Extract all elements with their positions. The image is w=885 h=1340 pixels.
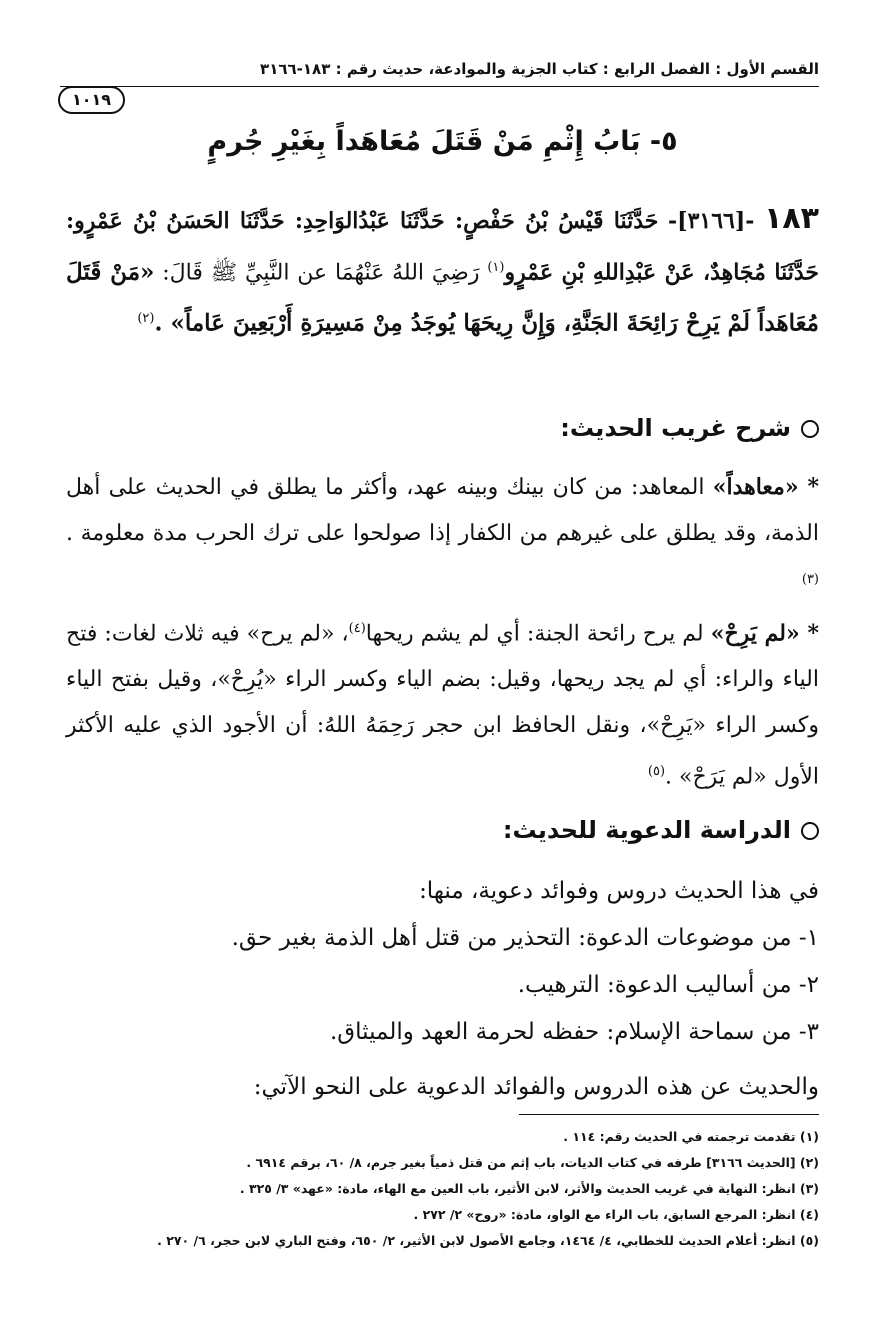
footnote-ref-5[interactable]: (٥) <box>647 764 666 780</box>
hadith-ref: -[٣١٦٦]- <box>668 208 755 234</box>
footnote-ref-4[interactable]: (٤) <box>348 621 366 636</box>
gharib-item-lam-yarih <box>66 606 819 801</box>
dawa-item: ١- من موضوعات الدعوة: التحذير من قتل أهل الذمة بغير حق. <box>231 925 819 951</box>
footnote-ref-3[interactable]: (٣) <box>801 572 819 587</box>
hadith-isnad: حَدَّثَنَا قَيْسُ بْنُ حَفْصٍ: حَدَّثَنَا عَبْدُالوَاحِدِ: حَدَّثَنَا الحَسَنُ بْنُ عَمْرٍو: حَدَّثَنَا مُجَاهِدٌ، عَنْ عَبْدِاللهِ بْنِ عَمْرٍو <box>66 208 819 286</box>
hadith-matn: «مَنْ قَتَلَ مُعَاهَداً لَمْ يَرِحْ رَائِحَةَ الجَنَّةِ، وَإِنَّ رِيحَهَا يُوجَدُ مِنْ مَسِيرَةِ أَرْبَعِينَ عَاماً» . <box>66 258 819 337</box>
section-heading-dawa <box>66 810 819 850</box>
footnote-ref-1[interactable]: (١) <box>487 260 505 275</box>
section-heading-gharib-label: شرح غريب الحديث: <box>560 414 791 442</box>
footnote-3: (٣) انظر: النهاية في غريب الحديث والأثر، لابن الأثير، باب العين مع الهاء، مادة: «عهد» ٣/ ٣٢٥ . <box>239 1181 819 1196</box>
dawa-outro: والحديث عن هذه الدروس والفوائد الدعوية على النحو الآتي: <box>253 1074 819 1100</box>
footnote-2: (٢) [الحديث ٣١٦٦] طرفه في كتاب الديات، باب إثم من قتل ذمياً بغير جرم، ٨/ ٦٠، برقم ٦٩١٤ . <box>246 1155 819 1170</box>
gharib-definition-cont: ، «لم يرح» فيه ثلاث لغات: فتح الياء والراء: أي لم يجد ريحها، وقيل: بضم الياء وكسر الراء «يُرِحْ»، وقيل بفتح الياء وكسر الراء «يَرِحْ»، ونقل الحافظ ابن حجر رَحِمَهُ اللهُ: أن الأجود الذي عليه الأكثر الأول «لم يَرَحْ» . <box>66 621 819 790</box>
gharib-term: * «معاهداً» <box>712 474 819 500</box>
hadith-number: ١٨٣ <box>764 201 819 236</box>
dawa-intro: في هذا الحديث دروس وفوائد دعوية، منها: <box>419 878 819 904</box>
footnote-rule <box>519 1114 819 1115</box>
footnote-ref-2[interactable]: (٢) <box>137 311 155 327</box>
dawa-item: ٢- من أساليب الدعوة: الترهيب. <box>517 972 819 998</box>
footnote-1: (١) تقدمت ترجمته في الحديث رقم: ١١٤ . <box>563 1129 819 1144</box>
hadith-isnad-end: رَضِيَ اللهُ عَنْهُمَا عن النَّبِيِّ ﷺ قَالَ: <box>162 260 480 286</box>
gharib-item-muahad <box>66 464 819 608</box>
section-heading-gharib <box>66 408 819 448</box>
dawa-item: ٣- من سماحة الإسلام: حفظه لحرمة العهد والميثاق. <box>329 1019 819 1045</box>
gharib-definition: لم يرح رائحة الجنة: أي لم يشم ريحها <box>365 621 704 647</box>
header-rule <box>60 86 819 87</box>
dawa-list <box>66 868 819 1111</box>
hadith-text <box>66 196 819 348</box>
running-head: القسم الأول : الفصل الرابع : كتاب الجزية والموادعة، حديث رقم : ١٨٣-٣١٦٦ <box>260 60 819 78</box>
footnote-4: (٤) انظر: المرجع السابق، باب الراء مع الواو، مادة: «روح» ٢/ ٢٧٢ . <box>413 1207 819 1222</box>
circle-bullet-icon <box>801 420 819 438</box>
page-number: ١٠١٩ <box>58 86 125 114</box>
footnotes <box>60 1124 819 1254</box>
section-heading-dawa-label: الدراسة الدعوية للحديث: <box>502 816 791 844</box>
chapter-title: ٥- بَابُ إِثْمِ مَنْ قَتَلَ مُعَاهَداً بِغَيْرِ جُرمٍ <box>207 126 678 157</box>
footnote-5: (٥) انظر: أعلام الحديث للخطابي، ٤/ ١٤٦٤، وجامع الأصول لابن الأثير، ٢/ ٦٥٠، وفتح الباري لابن حجر، ٦/ ٢٧٠ . <box>157 1233 819 1248</box>
gharib-definition: المعاهد: من كان بينك وبينه عهد، وأكثر ما يطلق في الحديث على أهل الذمة، وقد يطلق على غيرهم من الكفار إذا صولحوا على ترك الحرب مدة معلومة . <box>66 475 819 546</box>
gharib-term: * «لم يَرِحْ» <box>710 620 819 647</box>
circle-bullet-icon <box>801 822 819 840</box>
